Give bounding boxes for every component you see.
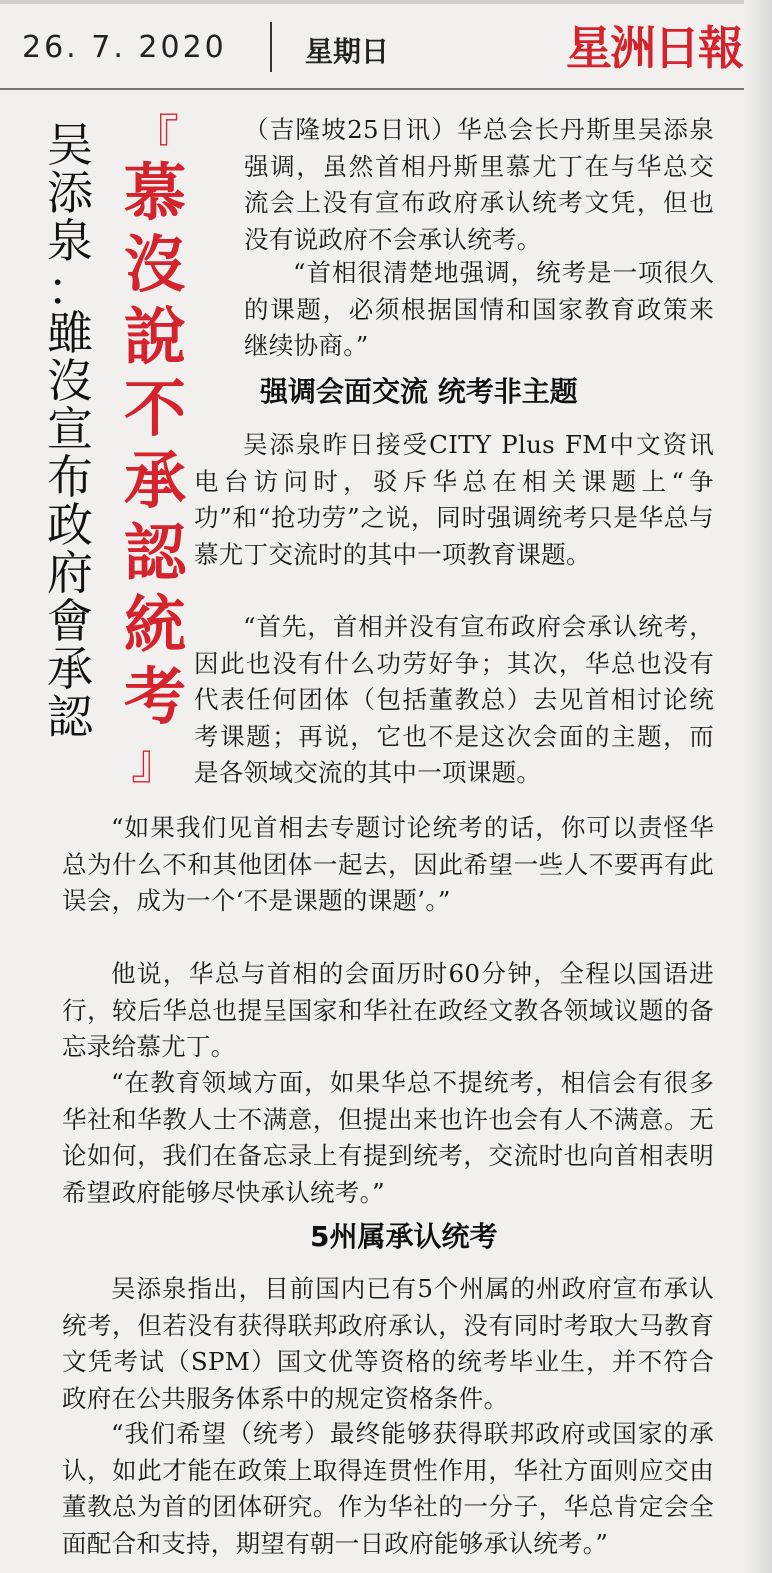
headline-subtitle-char: 認 xyxy=(47,690,93,744)
article-paragraph: （吉隆坡25日讯）华总会长丹斯里吴添泉强调，虽然首相丹斯里慕尤丁在与华总交流会上没有宣布政府承认统考文凭，但也没有说政府不会承认统考。 xyxy=(244,115,714,254)
headline-subtitle-char: 宣 xyxy=(47,402,93,456)
headline-main-char: 考 xyxy=(123,660,186,733)
article-paragraph: 吴添泉指出，目前国内已有5个州属的州政府宣布承认统考，但若没有获得联邦政府承认，没有同时考取大马教育文凭考试（SPM）国文优等资格的统考毕业生，并不符合政府在公共服务体系中的规定资格条件。 xyxy=(62,1274,714,1413)
headline-main-char: 不 xyxy=(123,372,186,445)
article-paragraph: “如果我们见首相去专题讨论统考的话，你可以责怪华总为什么不和其他团体一起去，因此希望一些人不要再有此误会，成为一个‘不是课题的课题’。” xyxy=(62,813,714,916)
headline-subtitle-char: 府 xyxy=(47,546,93,600)
headline-subtitle-char: 添 xyxy=(47,166,93,220)
headline-main-char: 統 xyxy=(123,588,186,661)
section-heading: 5州属承认统考 xyxy=(310,1220,498,1253)
headline-subtitle-char: 會 xyxy=(47,594,93,648)
publication-date: 26. 7. 2020 xyxy=(22,30,227,65)
headline-subtitle xyxy=(44,118,96,744)
header-divider xyxy=(270,22,272,72)
article-paragraph: “我们希望（统考）最终能够获得联邦政府或国家的承认，如此才能在政策上取得连贯性作用，华社方面则应交由董教总为首的团体研究。作为华社的一分子，华总肯定会全面配合和支持，期望有朝一日政府能够承认统考。” xyxy=(62,1419,714,1558)
headline-subtitle-char: ： xyxy=(47,262,93,316)
headline-main-char: 『 xyxy=(130,110,179,166)
headline-subtitle-char: 布 xyxy=(47,450,93,504)
headline-main-char: 沒 xyxy=(123,228,186,301)
newspaper-logo: 星洲日報 xyxy=(566,21,742,75)
publication-day: 星期日 xyxy=(305,35,390,68)
article-paragraph: 他说，华总与首相的会面历时60分钟，全程以国语进行，较后华总也提呈国家和华社在政经文教各领域议题的备忘录给慕尤丁。 xyxy=(62,959,714,1062)
headline-main xyxy=(120,110,190,790)
headline-main-char: 說 xyxy=(123,300,186,373)
headline-subtitle-char: 吴 xyxy=(47,118,93,172)
article-paragraph: “首相很清楚地强调，统考是一项很久的课题，必须根据国情和国家教育政策来继续协商。” xyxy=(244,258,714,361)
headline-main-char: 承 xyxy=(123,444,186,517)
article-paragraph: “首先，首相并没有宣布政府会承认统考，因此也没有什么功劳好争；其次，华总也没有代表任何团体（包括董教总）去见首相讨论统考课题；再说，它也不是这次会面的主题，而是各领域交流的其中一项课题。 xyxy=(194,612,714,788)
headline-main-char: 認 xyxy=(123,516,186,589)
headline-subtitle-char: 承 xyxy=(47,642,93,696)
article-paragraph: 吴添泉昨日接受CITY Plus FM中文资讯电台访问时，驳斥华总在相关课题上“争功”和“抢功劳”之说，同时强调统考只是华总与慕尤丁交流时的其中一项教育课题。 xyxy=(194,430,714,569)
headline-subtitle-char: 沒 xyxy=(47,354,93,408)
headline-main-char: 』 xyxy=(130,734,179,790)
headline-subtitle-char: 雖 xyxy=(47,306,93,360)
page-top-edge xyxy=(0,0,772,4)
headline-subtitle-char: 泉 xyxy=(47,214,93,268)
section-heading: 强调会面交流 统考非主题 xyxy=(260,375,578,408)
headline-subtitle-char: 政 xyxy=(47,498,93,552)
header-rule xyxy=(0,88,744,90)
page-right-edge xyxy=(744,0,772,1573)
article-paragraph: “在教育领域方面，如果华总不提统考，相信会有很多华社和华教人士不满意，但提出来也许也会有人不满意。无论如何，我们在备忘录上有提到统考，交流时也向首相表明希望政府能够尽快承认统考。” xyxy=(62,1068,714,1207)
headline-main-char: 慕 xyxy=(123,156,186,229)
